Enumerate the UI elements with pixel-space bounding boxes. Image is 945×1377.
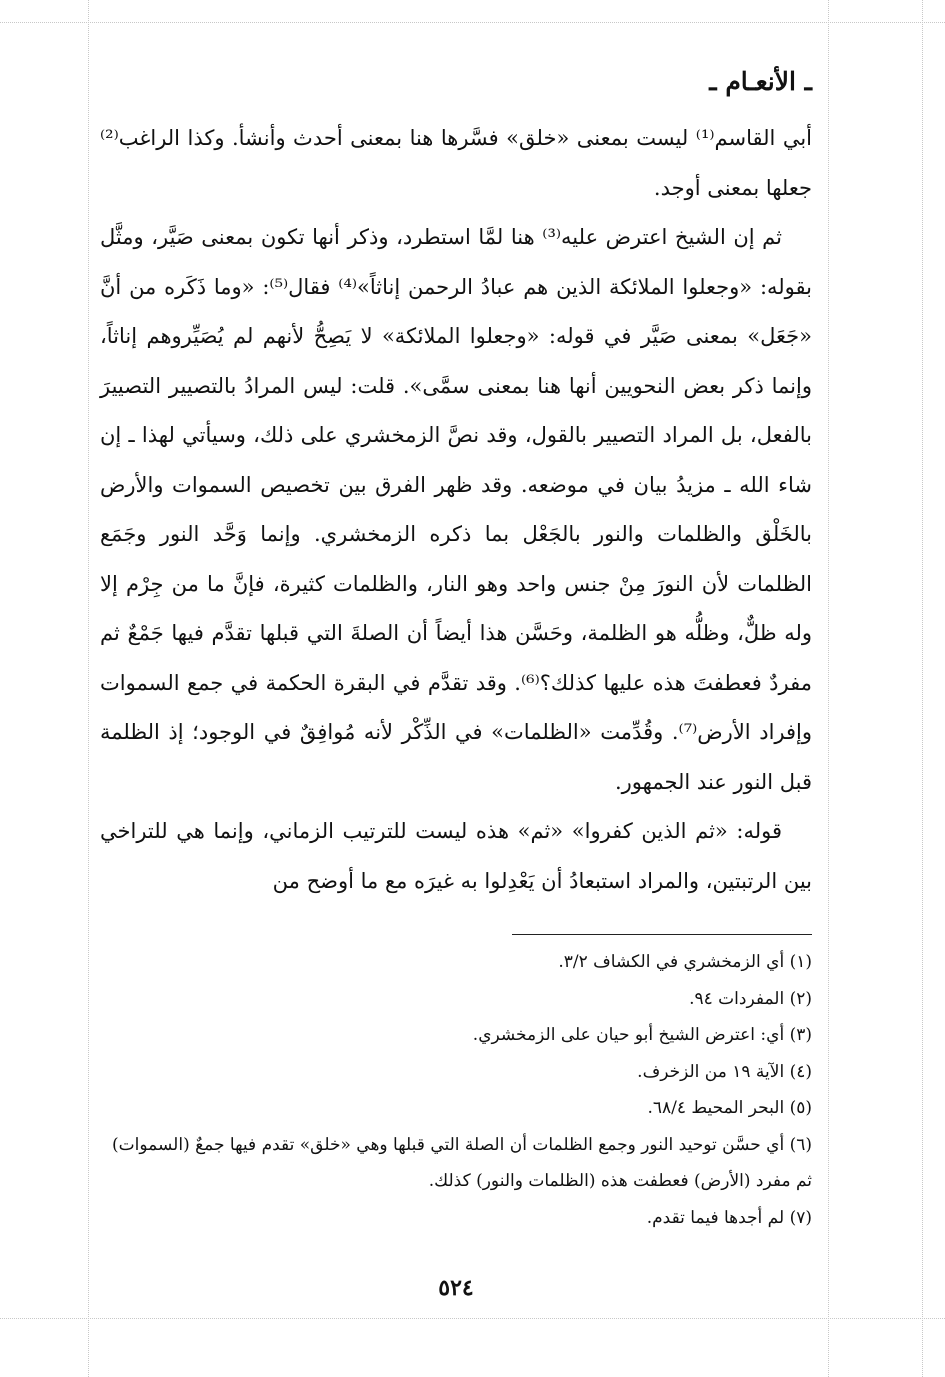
footnote: (٧) لم أجدها فيما تقدم. — [646, 1207, 812, 1228]
book-page — [100, 62, 813, 1301]
footnote-separator — [512, 934, 812, 935]
main-text — [100, 114, 812, 906]
guide-line — [0, 22, 945, 23]
paragraph: قوله: «ثم الذين كفروا» «ثم» هذه ليست للترتيب الزماني، وإنما هي للتراخي بين الرتبتين، والمراد استبعادُ أن يَعْدِلوا به غيرَه مع ما أوضح من — [100, 819, 812, 893]
guide-line — [922, 0, 923, 1377]
guide-line — [828, 0, 829, 1377]
footnote: (٢) المفردات ٩٤. — [689, 988, 812, 1009]
footnote: (١) أي الزمخشري في الكشاف ٣/٢. — [558, 952, 812, 972]
paragraph: أبي القاسم⁽¹⁾ ليست بمعنى «خلق» فسَّرها هنا بمعنى أحدث وأنشأ. وكذا الراغب⁽²⁾ جعلها بمعنى أوجد. — [100, 126, 812, 200]
footnotes — [100, 944, 812, 1236]
running-head: ـ الأنعـام ـ — [709, 67, 812, 96]
guide-line — [0, 1318, 945, 1319]
footnote: (٣) أي: اعترض الشيخ أبو حيان على الزمخشري. — [472, 1025, 812, 1045]
footnote: (٤) الآية ١٩ من الزخرف. — [637, 1061, 812, 1082]
footnote: (٥) البحر المحيط ٦٨/٤. — [647, 1098, 812, 1118]
paragraph: ثم إن الشيخ اعترض عليه⁽³⁾ هنا لمَّا استطرد، وذكر أنها تكون بمعنى صَيَّر، ومثَّل بقوله: «وجعلوا الملائكة الذين هم عبادُ الرحمن إناثاً»⁽⁴⁾ فقال⁽⁵⁾: «وما ذَكَره من أنَّ «جَعَل» بمعنى صَيَّر في قوله: «وجعلوا الملائكة» لا يَصِحُّ لأنهم لم يُصَيِّروهم إناثاً، وإنما ذكر بعض النحويين أنها هنا بمعنى سمَّى». قلت: ليس المرادُ بالتصيير التصييرَ بالفعل، بل المراد التصيير بالقول، وقد نصَّ الزمخشري على ذلك، وسيأتي لهذا ـ إن شاء الله ـ مزيدُ بيان في موضعه. وقد ظهر الفرق بين تخصيص السموات والأرض بالخَلْق والظلمات والنور بالجَعْل بما ذكره الزمخشري. وإنما وَحَّد النور وجَمَع الظلمات لأن النورَ مِنْ جنس واحد وهو النار، والظلمات كثيرة، فإنَّ ما من جِرْم إلا وله ظلٌّ، وظلُّه هو الظلمة، وحَسَّن هذا أيضاً أن الصلةَ التي قبلها تقدَّم فيها جَمْعٌ ثم مفردٌ فعطفتَ هذه عليها كذلك؟⁽⁶⁾. وقد تقدَّم في البقرة الحكمة في جمع السموات وإفراد الأرض⁽⁷⁾. وقُدِّمت «الظلمات» في الذِّكْر لأنه مُوافِقٌ في الوجود؛ إذ الظلمة قبل النور عند الجمهور. — [100, 225, 813, 794]
page-number: ٥٢٤ — [438, 1275, 474, 1301]
footnote: (٦) أي حسَّن توحيد النور وجمع الظلمات أن الصلة التي قبلها وهي «خلق» تقدم فيها جمعٌ (السموات) ثم مفرد (الأرض) فعطفت هذه (الظلمات والنور) كذلك. — [112, 1134, 812, 1191]
guide-line — [88, 0, 89, 1377]
